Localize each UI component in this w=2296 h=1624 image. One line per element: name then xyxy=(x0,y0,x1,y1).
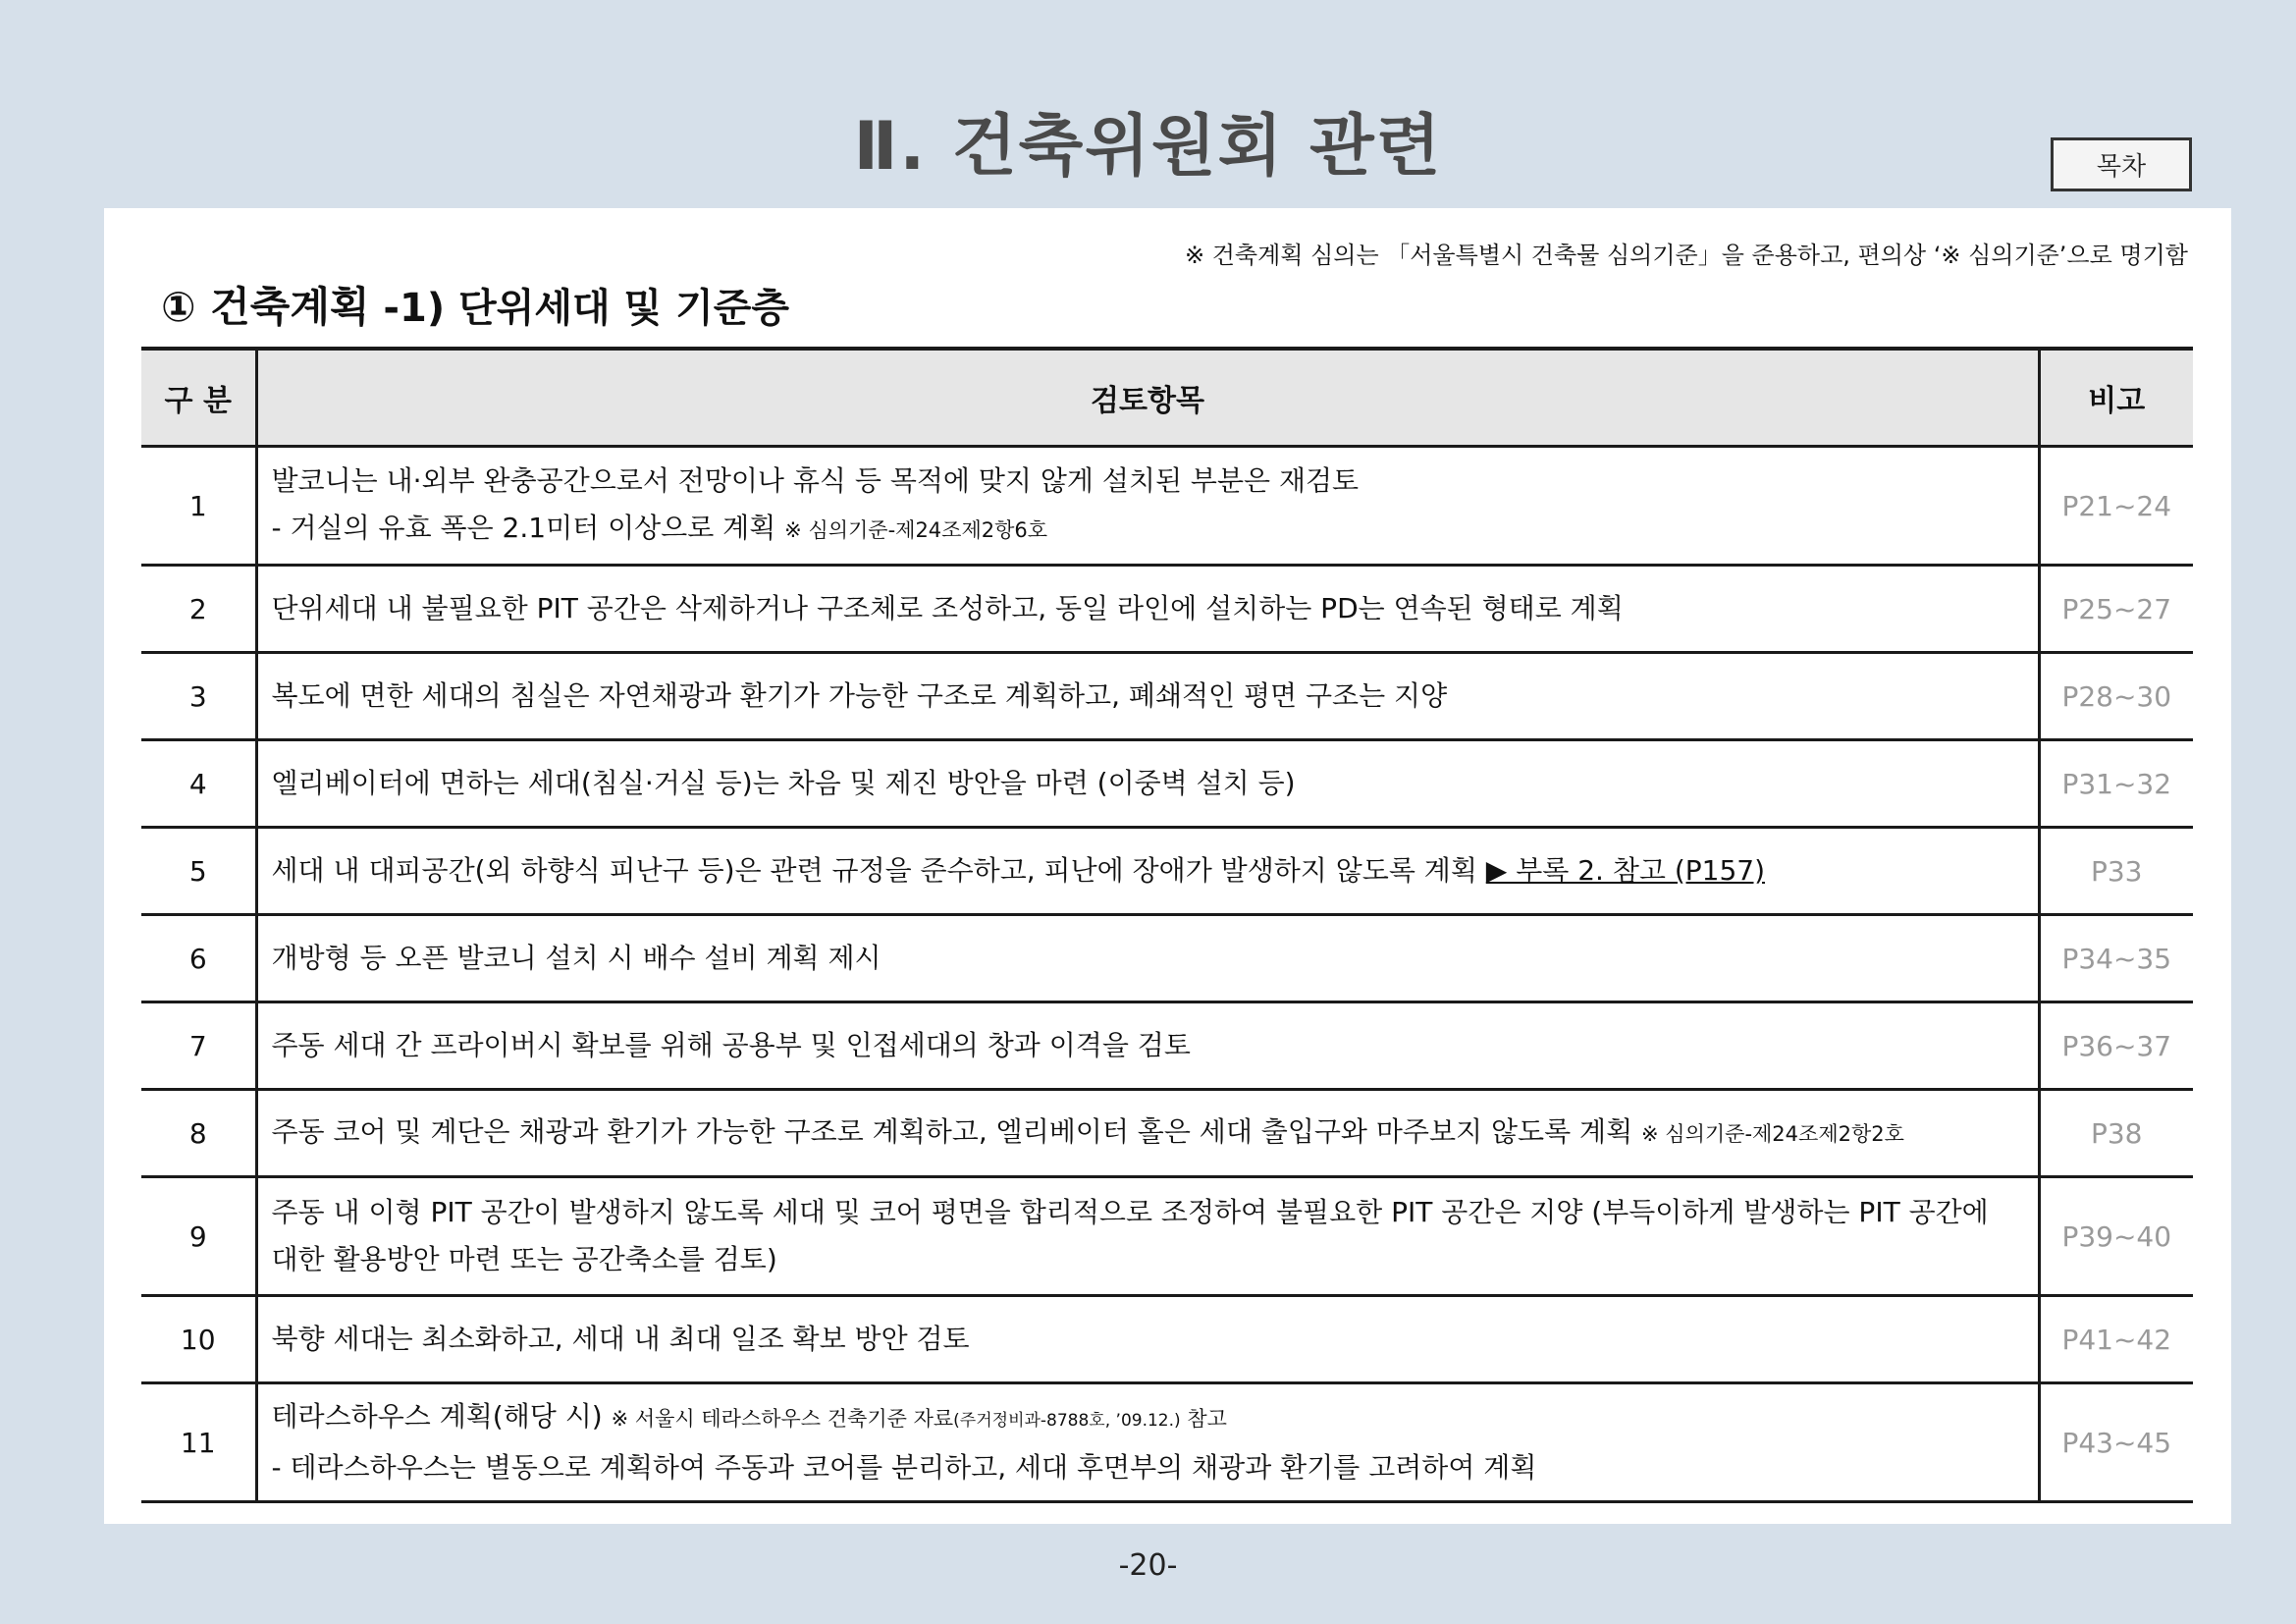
row-number: 9 xyxy=(141,1177,256,1296)
row-reference-note: ※ 서울시 테라스하우스 건축기준 자료 xyxy=(611,1407,954,1431)
header-remarks: 비고 xyxy=(2039,349,2193,447)
appendix-link[interactable]: ▶ 부록 2. 참고 (P157) xyxy=(1485,854,1765,887)
row-text-line xyxy=(272,1109,2024,1158)
row-text: 테라스하우스 계획(해당 시) xyxy=(271,1400,612,1433)
row-number: 4 xyxy=(141,740,256,828)
row-number: 5 xyxy=(141,828,256,915)
row-content xyxy=(256,740,2039,828)
row-text-line: 엘리베이터에 면하는 세대(침실·거실 등)는 차음 및 제진 방안을 마련 (이중벽 설치 등) xyxy=(271,767,1296,799)
row-page-ref: P33 xyxy=(2039,828,2193,915)
row-text: 세대 내 대피공간(외 하향식 피난구 등)은 관련 규정을 준수하고, 피난에 장애가 발생하지 않도록 계획 xyxy=(271,854,1486,887)
row-text-line xyxy=(272,505,2024,554)
row-page-ref: P36~37 xyxy=(2039,1002,2193,1090)
table-row xyxy=(141,447,2193,566)
row-content xyxy=(256,1002,2039,1090)
section-title: ① 건축계획 xyxy=(161,283,370,331)
table-row xyxy=(141,653,2193,740)
row-number: 1 xyxy=(141,447,256,566)
row-text-line: 북향 세대는 최소화하고, 세대 내 최대 일조 확보 방안 검토 xyxy=(271,1323,970,1355)
table-header-row xyxy=(141,349,2193,447)
row-text-line: - 테라스하우스는 별동으로 계획하여 주동과 코어를 분리하고, 세대 후면부의 채광과 환기를 고려하여 계획 xyxy=(271,1451,1537,1484)
row-number: 8 xyxy=(141,1090,256,1177)
row-text: 주동 코어 및 계단은 채광과 환기가 가능한 구조로 계획하고, 엘리베이터 홀은 세대 출입구와 마주보지 않도록 계획 xyxy=(271,1115,1642,1148)
row-number: 6 xyxy=(141,915,256,1002)
row-content xyxy=(256,1296,2039,1383)
section-subtitle: -1) 단위세대 및 기준층 xyxy=(369,286,790,331)
row-content xyxy=(256,1177,2039,1296)
row-subtext: - 거실의 유효 폭은 2.1미터 이상으로 계획 xyxy=(271,512,785,544)
row-page-ref: P21~24 xyxy=(2039,447,2193,566)
row-page-ref: P38 xyxy=(2039,1090,2193,1177)
row-reference-detail: (주거정비과-8788호, ’09.12.) xyxy=(953,1411,1181,1431)
review-criteria-note: ※ 건축계획 심의는 「서울특별시 건축물 심의기준」을 준용하고, 편의상 ‘※ 심의기준’으로 명기함 xyxy=(1184,242,2188,269)
row-text-line: 개방형 등 오픈 발코니 설치 시 배수 설비 계획 제시 xyxy=(271,942,881,974)
row-text-line xyxy=(272,847,2024,894)
table-row xyxy=(141,566,2193,653)
row-text-line: 주동 세대 간 프라이버시 확보를 위해 공용부 및 인접세대의 창과 이격을 검토 xyxy=(271,1029,1191,1061)
row-number: 3 xyxy=(141,653,256,740)
table-row xyxy=(141,1296,2193,1383)
row-page-ref: P31~32 xyxy=(2039,740,2193,828)
section-heading xyxy=(161,275,789,334)
content-panel xyxy=(104,208,2231,1524)
row-page-ref: P43~45 xyxy=(2039,1383,2193,1502)
row-number: 7 xyxy=(141,1002,256,1090)
row-content xyxy=(256,566,2039,653)
row-content xyxy=(256,828,2039,915)
row-number: 11 xyxy=(141,1383,256,1502)
table-row xyxy=(141,740,2193,828)
row-reference-note: ※ 심의기준-제24조제2항6호 xyxy=(784,518,1048,542)
row-text-line: 대한 활용방안 마련 또는 공간축소를 검토) xyxy=(271,1243,777,1275)
header-review-items: 검토항목 xyxy=(256,349,2039,447)
row-content xyxy=(256,1090,2039,1177)
row-content xyxy=(256,1383,2039,1502)
row-page-ref: P25~27 xyxy=(2039,566,2193,653)
table-row xyxy=(141,1177,2193,1296)
table-row xyxy=(141,1002,2193,1090)
page-number: -20- xyxy=(1118,1548,1178,1583)
row-text-line: 주동 내 이형 PIT 공간이 발생하지 않도록 세대 및 코어 평면을 합리적으로 조정하여 불필요한 PIT 공간은 지양 (부득이하게 발생하는 PIT 공간에 xyxy=(271,1196,1989,1228)
row-reference-tail: 참고 xyxy=(1180,1407,1227,1431)
row-page-ref: P28~30 xyxy=(2039,653,2193,740)
table-row xyxy=(141,1090,2193,1177)
row-content xyxy=(256,447,2039,566)
review-table xyxy=(141,347,2193,1503)
header-category: 구 분 xyxy=(141,349,256,447)
row-text-line xyxy=(272,1393,2024,1444)
row-text-line: 복도에 면한 세대의 침실은 자연채광과 환기가 가능한 구조로 계획하고, 폐쇄적인 평면 구조는 지양 xyxy=(271,679,1448,712)
table-row xyxy=(141,915,2193,1002)
row-content xyxy=(256,653,2039,740)
row-number: 2 xyxy=(141,566,256,653)
row-content xyxy=(256,915,2039,1002)
toc-button[interactable]: 목차 xyxy=(2051,137,2192,191)
row-page-ref: P34~35 xyxy=(2039,915,2193,1002)
row-page-ref: P39~40 xyxy=(2039,1177,2193,1296)
row-text-line: 단위세대 내 불필요한 PIT 공간은 삭제하거나 구조체로 조성하고, 동일 라인에 설치하는 PD는 연속된 형태로 계획 xyxy=(271,592,1624,624)
row-text-line: 발코니는 내·외부 완충공간으로서 전망이나 휴식 등 목적에 맞지 않게 설치된 부분은 재검토 xyxy=(271,464,1360,497)
row-number: 10 xyxy=(141,1296,256,1383)
row-reference-note: ※ 심의기준-제24조제2항2호 xyxy=(1641,1122,1904,1146)
table-row xyxy=(141,1383,2193,1502)
row-page-ref: P41~42 xyxy=(2039,1296,2193,1383)
page-title: Ⅱ. 건축위원회 관련 xyxy=(853,108,1443,186)
table-row xyxy=(141,828,2193,915)
